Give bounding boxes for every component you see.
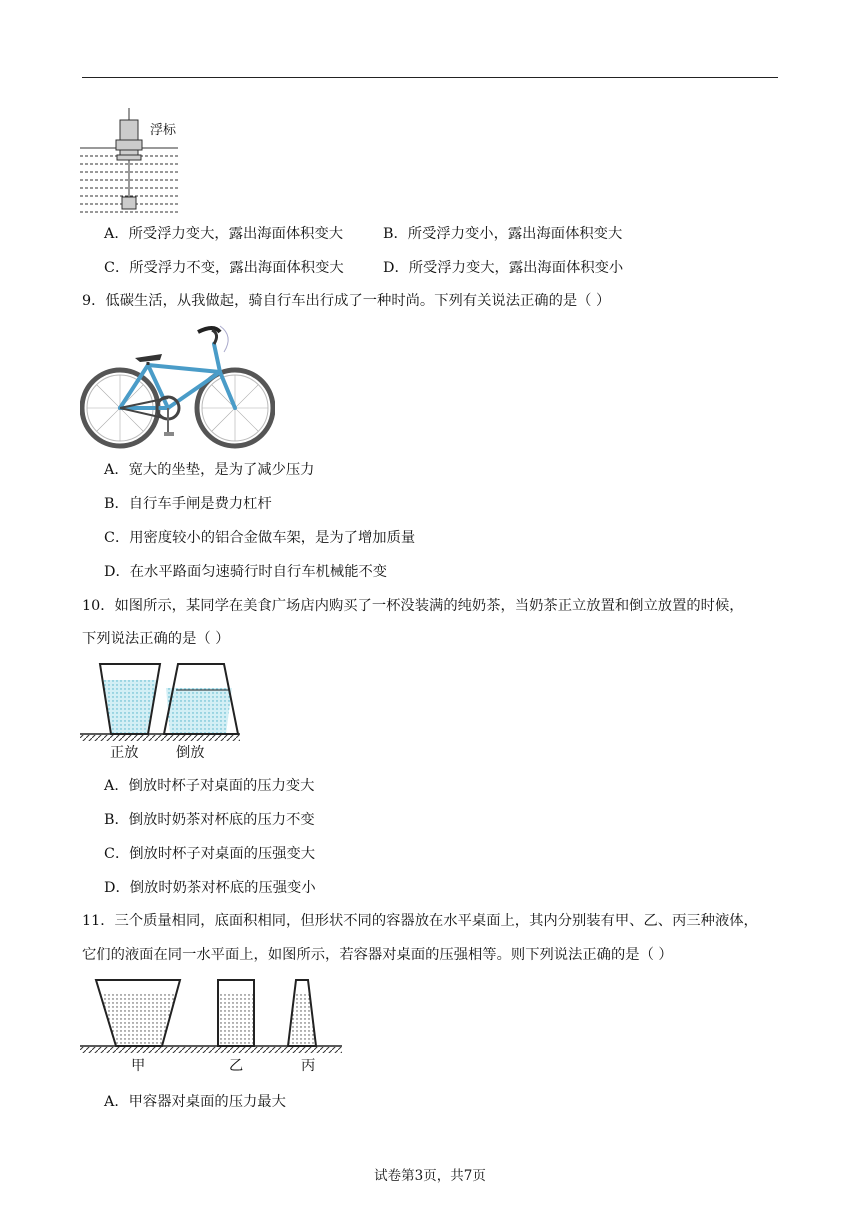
q10-stem-line1: 10．如图所示，某同学在美食广场店内购买了一杯没装满的纯奶茶，当奶茶正立放置和倒立放置的时候，	[82, 598, 744, 614]
q10-option-b: B．倒放时奶茶对杯底的压力不变	[104, 812, 315, 828]
q8-option-c: C．所受浮力不变，露出海面体积变大	[104, 260, 344, 276]
q8-option-d: D．所受浮力变大，露出海面体积变小	[383, 260, 624, 276]
buoy-label: 浮标	[150, 123, 177, 138]
label-upright: 正放	[110, 745, 139, 761]
q11-stem-line1: 11．三个质量相同，底面积相同，但形状不同的容器放在水平桌面上，其内分别装有甲、乙、丙三种液体，	[82, 913, 758, 929]
q11-option-a: A．甲容器对桌面的压力最大	[104, 1094, 286, 1110]
q8-option-b: B．所受浮力变小，露出海面体积变大	[383, 226, 623, 242]
bicycle-figure	[80, 320, 275, 450]
label-jia: 甲	[131, 1058, 146, 1074]
q10-option-a: A．倒放时杯子对桌面的压力变大	[104, 778, 315, 794]
q11-stem-line2: 它们的液面在同一水平面上，如图所示，若容器对桌面的压强相等。则下列说法正确的是（ ）	[82, 947, 673, 963]
q10-option-d: D．倒放时奶茶对杯底的压强变小	[104, 880, 316, 896]
q10-stem-line2: 下列说法正确的是（ ）	[82, 631, 230, 647]
buoy-figure	[80, 108, 200, 218]
milk-tea-cups-figure	[80, 660, 245, 745]
q9-option-c: C．用密度较小的铝合金做车架，是为了增加质量	[104, 530, 416, 546]
q10-option-c: C．倒放时杯子对桌面的压强变大	[104, 846, 316, 862]
q9-option-a: A．宽大的坐垫，是为了减少压力	[104, 462, 315, 478]
q9-stem: 9．低碳生活，从我做起，骑自行车出行成了一种时尚。下列有关说法正确的是（ ）	[82, 293, 611, 309]
q8-option-a: A．所受浮力变大，露出海面体积变大	[104, 226, 344, 242]
label-inverted: 倒放	[176, 745, 205, 761]
containers-figure	[80, 978, 345, 1056]
q9-option-d: D．在水平路面匀速骑行时自行车机械能不变	[104, 564, 388, 580]
page-footer: 试卷第3页，共7页	[374, 1168, 486, 1184]
header-rule	[82, 77, 778, 78]
q9-option-b: B．自行车手闸是费力杠杆	[104, 496, 272, 512]
label-yi: 乙	[229, 1058, 244, 1074]
label-bing: 丙	[301, 1058, 316, 1074]
